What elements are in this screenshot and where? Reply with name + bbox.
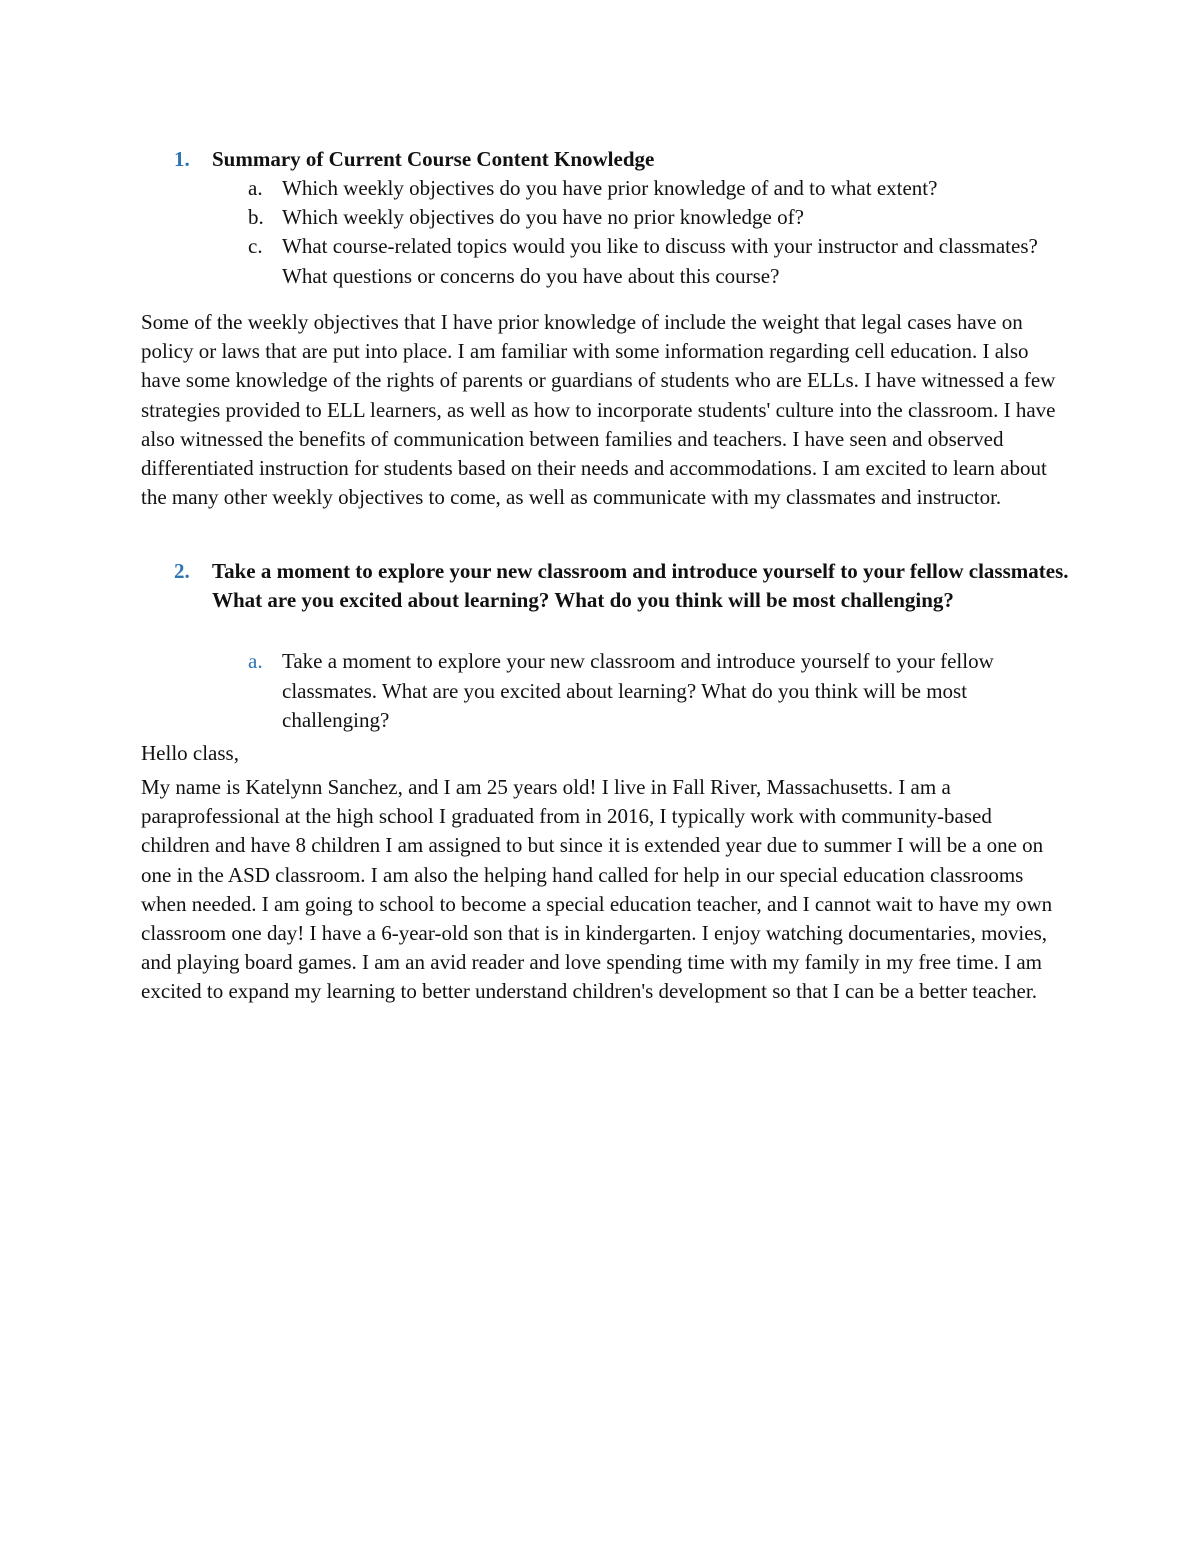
greeting: Hello class,: [141, 741, 239, 765]
sub-letter: a.: [248, 176, 263, 200]
sub-letter: c.: [248, 234, 263, 258]
question-1-title: Summary of Current Course Content Knowledge: [212, 147, 655, 171]
answer-2-paragraph: My name is Katelynn Sanchez, and I am 25 years old! I live in Fall River, Massachusetts. I am a paraprofessional at the high school I graduated from in 2016, I typically work with community-based children and have 8 children I am assigned to but since it is extended year due to summer I will be a one on one in the ASD classroom. I am also the helping hand called for help in our special education classrooms when needed. I am going to school to become a special education teacher, and I cannot wait to have my own classroom one day! I have a 6-year-old son that is in kindergarten. I enjoy watching documentaries, movies, and playing board games. I am an avid reader and love spending time with my family in my free time. I am excited to expand my learning to better understand children's development so that I can be a better teacher.: [141, 775, 1053, 1004]
question-1-number: 1.: [174, 147, 190, 171]
question-2-number: 2.: [174, 559, 190, 583]
sub-text: Take a moment to explore your new classroom and introduce yourself to your fellow classmates. What are you excited about learning? What do you think will be most challenging?: [282, 649, 994, 732]
sub-text: What course-related topics would you like to discuss with your instructor and classmates? What questions or concerns do you have about this course?: [282, 234, 1038, 288]
sub-text: Which weekly objectives do you have prior knowledge of and to what extent?: [282, 176, 938, 200]
sub-letter: b.: [248, 205, 264, 229]
sub-text: Which weekly objectives do you have no prior knowledge of?: [282, 205, 804, 229]
question-2-title: Take a moment to explore your new classroom and introduce yourself to your fellow classmates. What are you excited about learning? What do you think will be most challenging?: [212, 559, 1069, 612]
answer-1-paragraph: Some of the weekly objectives that I have prior knowledge of include the weight that legal cases have on policy or laws that are put into place. I am familiar with some information regarding cell education. I also have some knowledge of the rights of parents or guardians of students who are ELLs. I have witnessed a few strategies provided to ELL learners, as well as how to incorporate students' culture into the classroom. I have also witnessed the benefits of communication between families and teachers. I have seen and observed differentiated instruction for students based on their needs and accommodations. I am excited to learn about the many other weekly objectives to come, as well as communicate with my classmates and instructor.: [141, 310, 1056, 510]
sub-letter: a.: [248, 649, 263, 673]
